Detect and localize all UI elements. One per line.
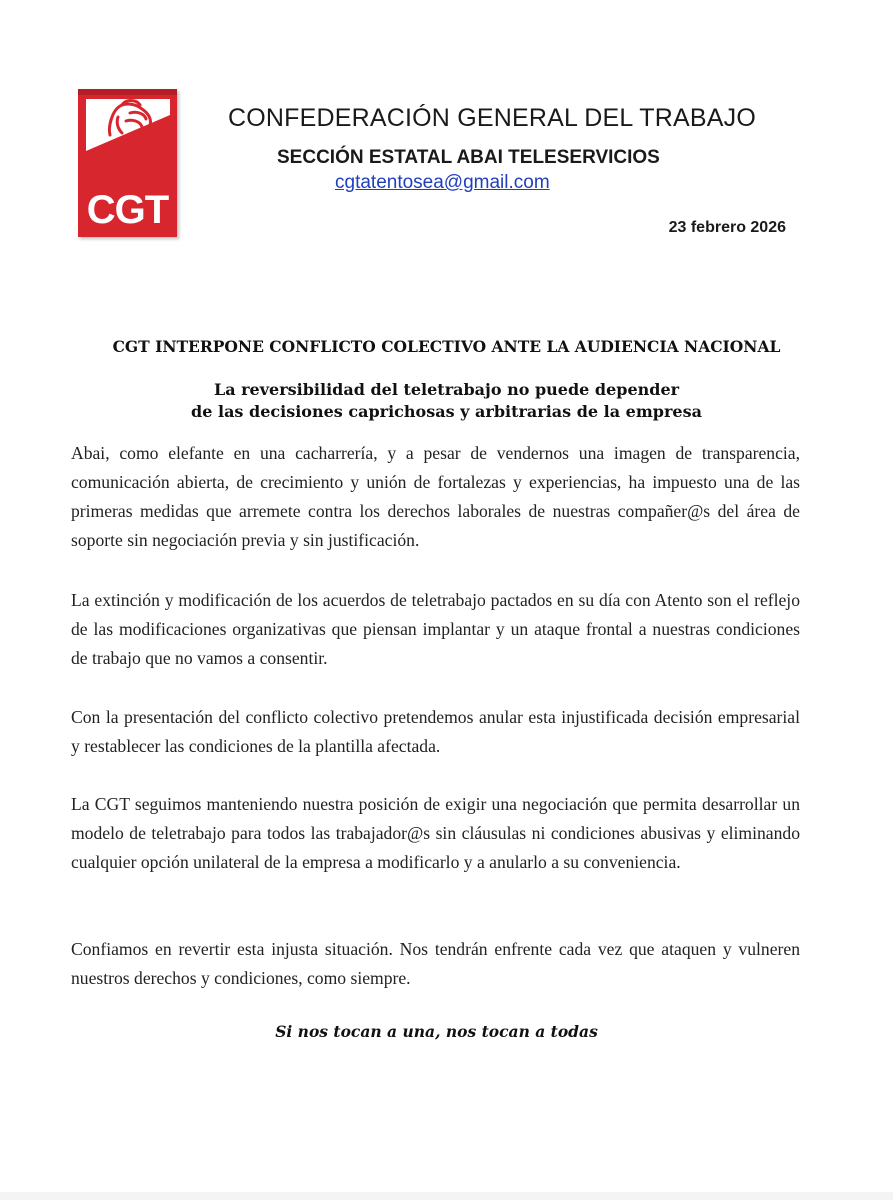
body-paragraph-4: La CGT seguimos manteniendo nuestra posición de exigir una negociación que permita desarrollar un modelo de teletrabajo para todos las trabajador@s sin cláusulas ni condiciones abusivas y eliminando cualquier opción unilateral de la empresa a modificarlo y a anularlo a su conveniencia. <box>71 794 800 872</box>
document-date: 23 febrero 2026 <box>668 219 786 236</box>
organization-name: CONFEDERACIÓN GENERAL DEL TRABAJO <box>228 104 756 132</box>
body-paragraph-1: Abai, como elefante en una cacharrería, y a pesar de vendernos una imagen de transparencia, comunicación abierta, de crecimiento y unión de fortalezas y experiencias, ha impuesto una de las primeras medidas que arremete contra los derechos laborales de nuestras compañer@s del área de soporte sin negociación previa y sin justificación. <box>71 443 800 550</box>
subtitle-line-1: La reversibilidad del teletrabajo no puede depender <box>213 380 680 399</box>
document-subtitle <box>0 379 893 423</box>
body-paragraph-2: La extinción y modificación de los acuerdos de teletrabajo pactados en su día con Atento son el reflejo de las modificaciones organizativas que piensan implantar y un ataque frontal a nuestras condiciones de trabajo que no vamos a consentir. <box>71 590 800 668</box>
body-paragraph-3: Con la presentación del conflicto colectivo pretendemos anular esta injustificada decisión empresarial y restablecer las condiciones de la plantilla afectada. <box>71 707 800 756</box>
cgt-logo <box>78 89 177 237</box>
document-title: CGT INTERPONE CONFLICTO COLECTIVO ANTE LA AUDIENCIA NACIONAL <box>112 337 781 356</box>
body-paragraph-5: Confiamos en revertir esta injusta situación. Nos tendrán enfrente cada vez que ataquen y vulneren nuestros derechos y condiciones, como siempre. <box>71 939 800 988</box>
section-name: SECCIÓN ESTATAL ABAI TELESERVICIOS <box>277 147 660 168</box>
closing-slogan: Si nos tocan a una, nos tocan a todas <box>275 1022 598 1041</box>
subtitle-line-2: de las decisiones caprichosas y arbitrarias de la empresa <box>191 402 702 421</box>
email-link[interactable]: cgtatentosea@gmail.com <box>335 172 550 193</box>
logo-text: CGT <box>86 188 169 232</box>
